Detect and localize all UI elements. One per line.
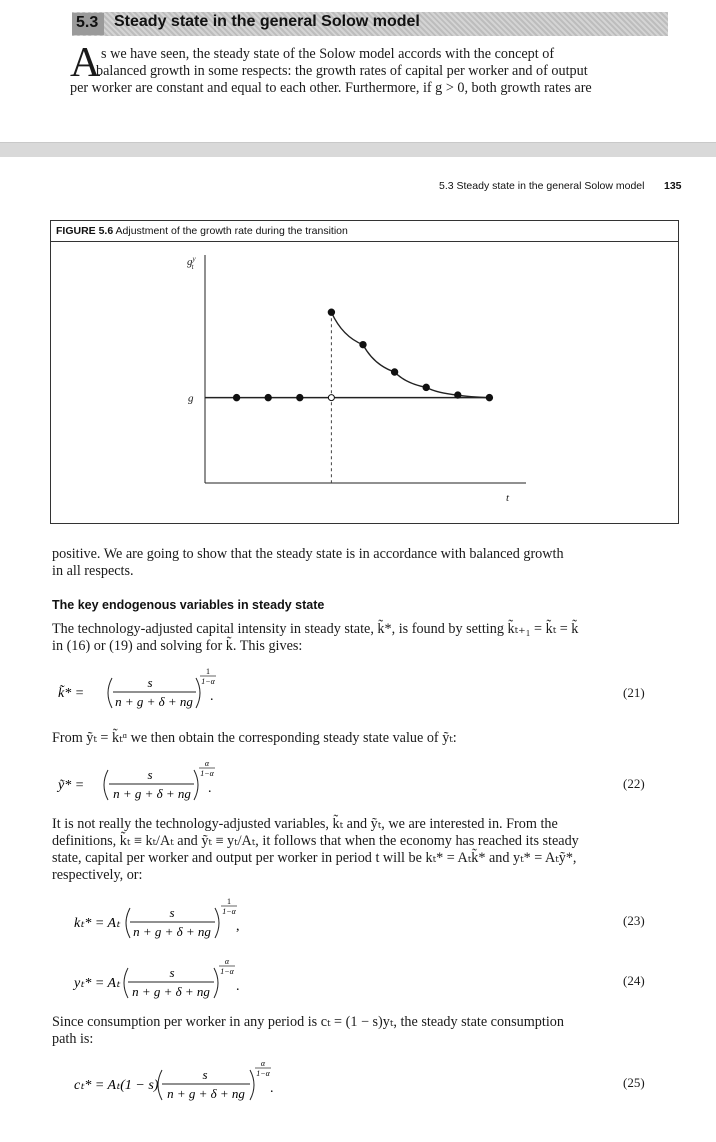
point-after-8 xyxy=(455,392,461,398)
equation-25 xyxy=(0,1052,716,1114)
figure-caption-text: Adjustment of the growth rate during the transition xyxy=(115,225,348,237)
eq24-tail: . xyxy=(236,979,240,994)
eq25-num: s xyxy=(202,1067,208,1082)
para2-line-2: in (16) or (19) and solving for k̃. This gives: xyxy=(52,638,303,654)
figure-5-6 xyxy=(50,220,679,524)
figure-label: FIGURE 5.6 xyxy=(56,225,114,237)
eq21-den: n + g + δ + ng xyxy=(115,694,193,709)
eq21-exp-den: 1−α xyxy=(201,677,215,686)
eq22-den: n + g + δ + ng xyxy=(113,786,191,801)
g-tick-label: g xyxy=(188,392,194,405)
point-after-5 xyxy=(360,341,366,347)
eq21-lhs: k̃* = xyxy=(58,686,85,701)
adjustment-curve xyxy=(331,312,489,397)
eq21-tail: . xyxy=(210,689,214,704)
eq23-exp-den: 1−α xyxy=(222,907,236,916)
para4-line-3: state, capital per worker and output per worker in period t will be kₜ* = Aₜk̃* and yₜ* = Aₜỹ*, xyxy=(52,850,577,866)
eq23-lhs: kₜ* = Aₜ xyxy=(74,916,121,931)
para4-line-4: respectively, or: xyxy=(52,867,143,883)
para5-line-1: Since consumption per worker in any period is cₜ = (1 − s)yₜ, the steady state consumption xyxy=(52,1014,564,1030)
eq23-number: (23) xyxy=(623,913,645,928)
growth-rate-chart xyxy=(51,221,678,523)
intro-line-2: balanced growth in some respects: the growth rates of capital per worker and of output xyxy=(96,63,588,79)
para2-line-1: The technology-adjusted capital intensity in steady state, k̃*, is found by setting k̃ₜ₊₁ = k̃ₜ = k̃ xyxy=(52,621,579,637)
subheading: The key endogenous variables in steady state xyxy=(52,598,325,612)
equation-23 xyxy=(0,890,716,952)
point-after-7 xyxy=(423,384,429,390)
eq24-exp-den: 1−α xyxy=(220,967,234,976)
eq25-tail: . xyxy=(270,1081,274,1096)
equation-22 xyxy=(0,752,716,814)
point-after-4 xyxy=(328,309,334,315)
eq24-den: n + g + δ + ng xyxy=(132,984,210,999)
intro-line-3: per worker are constant and equal to each other. Furthermore, if g > 0, both growth rates are xyxy=(70,80,592,96)
para4-line-2: definitions, k̃ₜ ≡ kₜ/Aₜ and ỹₜ ≡ yₜ/Aₜ, it follows that when the economy has reached its steady xyxy=(52,833,579,849)
eq24-exp-num: α xyxy=(224,957,230,966)
para1-line-2: in all respects. xyxy=(52,563,134,579)
point-before-2 xyxy=(265,394,271,400)
point-after-6 xyxy=(391,369,397,375)
eq22-exp-num: α xyxy=(204,759,210,768)
section-title: Steady state in the general Solow model xyxy=(114,13,420,30)
equation-24-svg xyxy=(0,950,716,1012)
eq23-den: n + g + δ + ng xyxy=(133,924,211,939)
page-number: 135 xyxy=(664,180,682,192)
section-number: 5.3 xyxy=(76,14,99,31)
eq23-tail: , xyxy=(236,919,240,934)
eq25-exp-num: α xyxy=(260,1059,266,1068)
point-before-1 xyxy=(233,394,239,400)
point-asymptote-end xyxy=(486,394,492,400)
eq22-exp-den: 1−α xyxy=(200,769,214,778)
intro-line-1: s we have seen, the steady state of the Solow model accords with the concept of xyxy=(101,46,555,62)
eq22-tail: . xyxy=(208,781,212,796)
eq23-exp-num: 1 xyxy=(227,897,231,906)
eq24-num: s xyxy=(169,965,175,980)
eq24-number: (24) xyxy=(623,973,645,988)
equation-21 xyxy=(0,660,716,722)
running-header-title: 5.3 Steady state in the general Solow model xyxy=(439,180,645,192)
para3: From ỹₜ = k̃ₜᵅ we then obtain the corresponding steady state value of ỹₜ: xyxy=(52,730,457,746)
equation-21-svg xyxy=(0,660,716,722)
x-axis-label: t xyxy=(506,492,510,504)
equation-23-svg xyxy=(0,890,716,952)
eq22-num: s xyxy=(147,767,153,782)
eq25-lhs: cₜ* = Aₜ(1 − s) xyxy=(74,1078,159,1093)
para1-line-1: positive. We are going to show that the steady state is in accordance with balanced growth xyxy=(52,546,564,562)
eq24-lhs: yₜ* = Aₜ xyxy=(74,976,121,991)
section-number-box xyxy=(72,13,104,35)
page-separator xyxy=(0,142,716,157)
eq22-number: (22) xyxy=(623,776,645,791)
eq21-num: s xyxy=(147,675,153,690)
eq25-den: n + g + δ + ng xyxy=(167,1086,245,1101)
eq21-number: (21) xyxy=(623,685,645,700)
eq22-lhs: ỹ* = xyxy=(58,778,85,793)
eq25-number: (25) xyxy=(623,1075,645,1090)
para5-line-2: path is: xyxy=(52,1031,94,1047)
equation-25-svg xyxy=(0,1052,716,1114)
drop-cap: A xyxy=(70,40,101,86)
para4-line-1: It is not really the technology-adjusted variables, k̃ₜ and ỹₜ, we are interested in. From the xyxy=(52,816,558,832)
eq23-num: s xyxy=(169,905,175,920)
y-axis-label: $g^y$ t xyxy=(187,255,196,271)
point-before-shock-hollow xyxy=(328,395,334,401)
eq25-exp-den: 1−α xyxy=(256,1069,270,1078)
equation-24 xyxy=(0,950,716,1012)
eq21-exp-num: 1 xyxy=(206,667,210,676)
point-before-3 xyxy=(297,394,303,400)
equation-22-svg xyxy=(0,752,716,814)
